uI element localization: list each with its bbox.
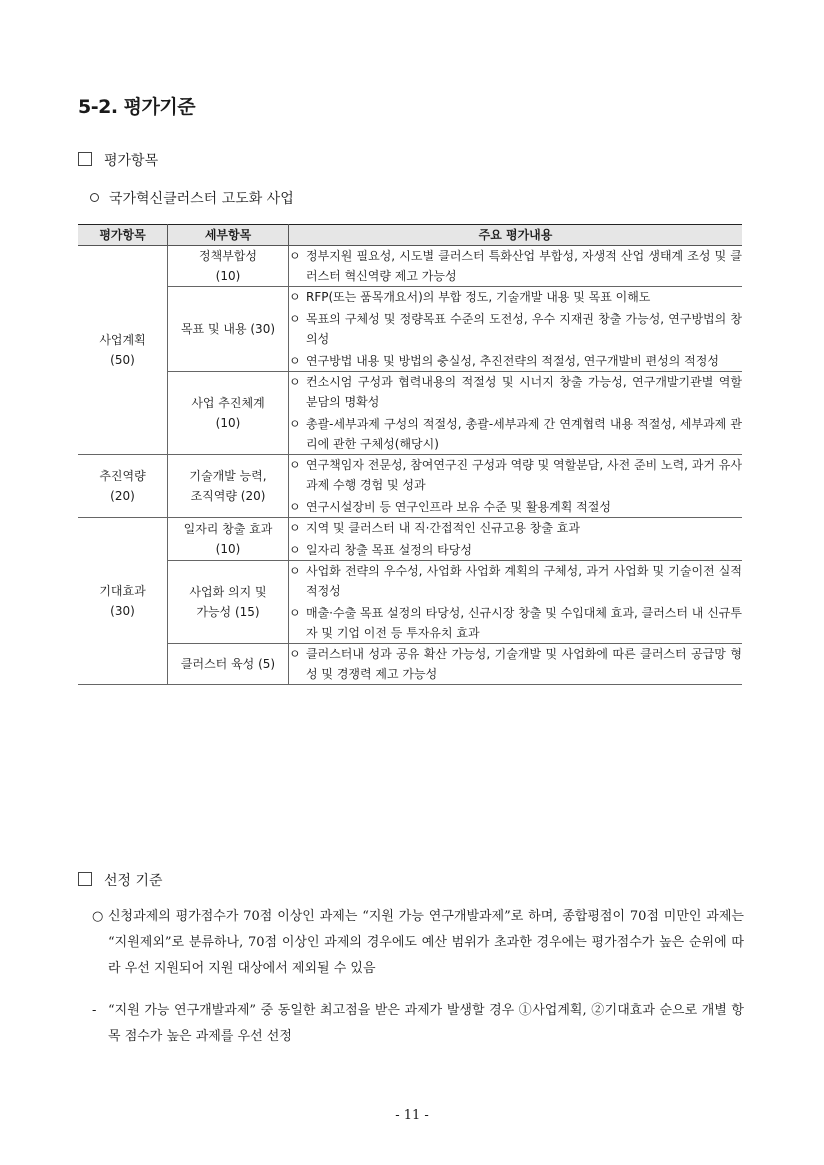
content-item [289,372,742,412]
evaluation-table [78,224,742,685]
table-row [78,372,742,455]
category-name: 추진역량 [99,469,146,483]
content-item [289,287,742,307]
content-item-text: 연구시설장비 등 연구인프라 보유 수준 및 활용계획 적절성 [306,500,611,514]
content-cell [289,455,743,518]
circle-bullet-icon: ㅇ [289,606,301,620]
subitem-cell [168,246,289,287]
header-content: 주요 평가내용 [289,225,743,246]
content-item [289,246,742,286]
table-row [78,561,742,644]
content-item-text: 매출·수출 목표 설정의 타당성, 신규시장 창출 및 수입대체 효과, 클러스터 내 신규투자 및 기업 이전 등 투자유치 효과 [306,606,742,640]
table-row [78,644,742,685]
circle-bullet-icon: ㅇ [289,458,301,472]
content-cell [289,518,743,561]
table-row [78,518,742,561]
table-row [78,246,742,287]
section-heading-eval-items [78,150,158,170]
table-row [78,455,742,518]
content-cell [289,644,743,685]
subitem-cell [168,287,289,372]
content-item [289,644,742,684]
subitem-name: 정책부합성 [199,249,257,263]
subitem-name: 사업화 의지 및 [189,585,267,599]
content-cell [289,372,743,455]
content-item-text: 사업화 전략의 우수성, 사업화 사업화 계획의 구체성, 과거 사업화 및 기술이전 실적 적정성 [306,564,742,598]
content-item [289,518,742,538]
circle-bullet-icon: ㅇ [289,375,301,389]
circle-bullet-icon: ○ [92,909,104,924]
checkbox-square-icon [78,152,92,166]
circle-bullet-icon: ㅇ [289,290,301,304]
paragraph-text: 신청과제의 평가점수가 70점 이상인 과제는 “지원 가능 연구개발과제”로 하며, 종합평점이 70점 미만인 과제는 “지원제외”로 분류하나, 70점 이상인 과제의 경우에도 예산 범위가 초과한 경우에는 평가점수가 높은 순위에 따라 우선 지원되어 지원 대상에서 제외될 수 있음 [108,909,744,976]
table-row [78,287,742,372]
checkbox-square-icon [78,872,92,886]
category-points: (30) [110,604,135,618]
subitem-name: 사업 추진체계 [191,396,265,410]
content-item-text: 목표의 구체성 및 정량목표 수준의 도전성, 우수 지재권 창출 가능성, 연구방법의 창의성 [306,312,742,346]
content-item [289,455,742,495]
content-item [289,497,742,517]
content-item [289,309,742,349]
subitem-cell [168,372,289,455]
category-name: 사업계획 [99,333,146,347]
content-cell [289,246,743,287]
content-item-text: 컨소시엄 구성과 협력내용의 적절성 및 시너지 창출 가능성, 연구개발기관별 역할 분담의 명확성 [306,375,742,409]
section-heading-selection [78,870,163,890]
subitem-points: (10) [215,269,241,283]
circle-bullet-icon: ㅇ [289,564,301,578]
subitem-name: 목표 및 내용 (30) [180,322,276,336]
circle-bullet-icon [90,193,99,202]
content-item-text: 일자리 창출 목표 설정의 타당성 [306,543,472,557]
content-item [289,351,742,371]
subitem-cell [168,561,289,644]
subitem-points: (10) [215,416,241,430]
page-title: 5-2. 평가기준 [78,96,196,118]
content-item-text: 클러스터내 성과 공유 확산 가능성, 기술개발 및 사업화에 따른 클러스터 공급망 형성 및 경쟁력 제고 가능성 [306,647,742,681]
subitem-name: 기술개발 능력, [189,469,267,483]
circle-bullet-icon: ㅇ [289,312,301,326]
header-category: 평가항목 [78,225,168,246]
content-item-text: 지역 및 클러스터 내 직·간접적인 신규고용 창출 효과 [306,521,580,535]
circle-bullet-icon: ㅇ [289,543,301,557]
subheading [90,188,294,208]
category-cell [78,518,168,685]
section-label: 평가항목 [104,153,159,169]
selection-paragraph-2 [92,998,744,1050]
category-cell [78,246,168,455]
page-number: - 11 - [395,1108,429,1123]
table-body [78,246,742,685]
content-cell [289,287,743,372]
content-item [289,561,742,601]
circle-bullet-icon: ㅇ [289,500,301,514]
category-points: (20) [110,489,135,503]
subitem-name: 클러스터 육성 (5) [180,657,276,671]
content-item-text: 연구책임자 전문성, 참여연구진 구성과 역량 및 역할분담, 사전 준비 노력, 과거 유사 과제 수행 경험 및 성과 [306,458,742,492]
section-label: 선정 기준 [104,873,163,889]
subitem-cell [168,455,289,518]
table-header-row [78,225,742,246]
content-item-text: 연구방법 내용 및 방법의 충실성, 추진전략의 적절성, 연구개발비 편성의 적정성 [306,354,719,368]
header-subitem: 세부항목 [168,225,289,246]
circle-bullet-icon: ㅇ [289,647,301,661]
content-item-text: 총괄-세부과제 구성의 적절성, 총괄-세부과제 간 연계협력 내용 적절성, 세부과제 관리에 관한 구체성(해당시) [306,417,742,451]
circle-bullet-icon: ㅇ [289,417,301,431]
category-name: 기대효과 [99,584,146,598]
content-item [289,603,742,643]
content-item-text: 정부지원 필요성, 시도별 클러스터 특화산업 부합성, 자생적 산업 생태계 조성 및 클러스터 혁신역량 제고 가능성 [306,249,742,283]
content-cell [289,561,743,644]
dash-bullet: - [92,1003,97,1018]
content-item-text: RFP(또는 품목개요서)의 부합 정도, 기술개발 내용 및 목표 이해도 [306,290,651,304]
content-item [289,414,742,454]
subitem-cell [168,644,289,685]
subitem-points: 조직역량 (20) [190,489,266,503]
paragraph-text: “지원 가능 연구개발과제” 중 동일한 최고점을 받은 과제가 발생할 경우 ①사업계획, ②기대효과 순으로 개별 항목 점수가 높은 과제를 우선 선정 [108,1003,744,1044]
subitem-name: 일자리 창출 효과 [183,522,273,536]
subitem-cell [168,518,289,561]
subheading-text: 국가혁신클러스터 고도화 사업 [109,191,294,207]
circle-bullet-icon: ㅇ [289,249,301,263]
category-points: (50) [110,353,135,367]
subitem-points: 가능성 (15) [196,605,260,619]
circle-bullet-icon: ㅇ [289,521,301,535]
category-cell [78,455,168,518]
circle-bullet-icon: ㅇ [289,354,301,368]
subitem-points: (10) [215,542,241,556]
content-item [289,540,742,560]
selection-paragraph-1 [92,904,744,982]
